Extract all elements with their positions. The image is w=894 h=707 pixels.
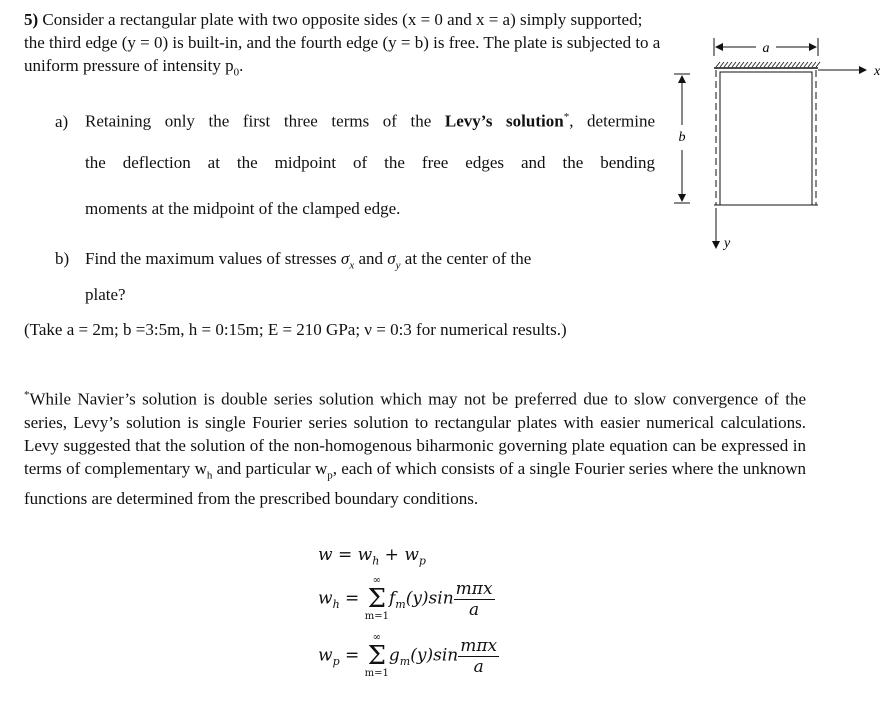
label-a: a — [762, 41, 770, 56]
dimension-b — [674, 74, 690, 203]
levy-footnote: *While Navier’s solution is double series solution which may not be preferred due to slow convergence of the series, Levy’s solution is single Fourier series solution to rectangular plates with easier numerical calculations. Levy suggested that the solution of the non-homogenous biharmonic governing plate equation can be expressed in terms of complementary $w_h$ and particular $w_p$, each of which consists of a single Fourier series where the unknown functions are determined from the prescribed boundary conditions. — [24, 389, 806, 509]
clamped-edge-hatch — [716, 62, 820, 67]
sigma-x: $\sigma_x$ — [340, 249, 355, 272]
part-b-line2: plate? — [85, 285, 126, 305]
levy-solution-bold: Levy’s solution — [444, 111, 564, 131]
part-b-label: b) — [55, 249, 70, 268]
part-a-label: a) — [55, 111, 69, 131]
dimension-a — [714, 38, 818, 56]
label-b: b — [678, 130, 686, 145]
plate-diagram — [660, 30, 894, 260]
problem-statement: 5) Consider a rectangular plate with two opposite sides (x = 0 and x = a) simply supported; the third edge (y = 0) is built-in, and the fourth edge (y = b) is free. The plate is subjected to a uniform pressure of intensity $p_0$. — [24, 10, 661, 79]
part-a — [55, 102, 655, 240]
problem-number: 5) — [24, 10, 39, 29]
part-a-line2: the deflection at the midpoint of the free edges and the bending — [85, 153, 655, 172]
equation-particular: $w_p$ = ∞ Σ m=1 $g_m(y)\sin$ $\frac{\text{mπx}}{a}$ — [318, 632, 498, 679]
summation-symbol: ∞ Σ m=1 — [364, 632, 389, 679]
label-x: x — [874, 64, 881, 79]
plate-outline — [720, 72, 812, 205]
numerical-values: (Take a = 2m; b =3:5m, h = 0:15m; E = 210 GPa; ν = 0:3 for numerical results.) — [24, 320, 567, 339]
equation-complementary: $w_h$ = ∞ Σ m=1 $f_m(y)\sin$ $\frac{\text{mπx}}{a}$ — [318, 575, 493, 622]
problem-intro: Consider a rectangular plate with two opposite sides (x = 0 and x = a) simply supported; the third edge (y = 0) is built-in, and the fourth edge (y = b) is free. The plate is subjected to a uniform pressure of intensity p — [24, 10, 661, 75]
summation-symbol: ∞ Σ m=1 — [364, 575, 389, 622]
part-a-line3: moments at the midpoint of the clamped edge. — [85, 199, 401, 218]
label-y: y — [724, 236, 731, 251]
part-a-line1: a) Retaining only the first three terms of the Levy’s solution*, determine — [55, 102, 655, 148]
equation-total-deflection: $w = w_h + w_p$ — [318, 545, 426, 568]
part-b: b) Find the maximum values of stresses $\sigma_x$ and $\sigma_y$ at the center of the plate? — [55, 244, 655, 310]
pressure-subscript: 0 — [233, 66, 240, 79]
sigma-y: $\sigma_y$ — [387, 249, 401, 272]
